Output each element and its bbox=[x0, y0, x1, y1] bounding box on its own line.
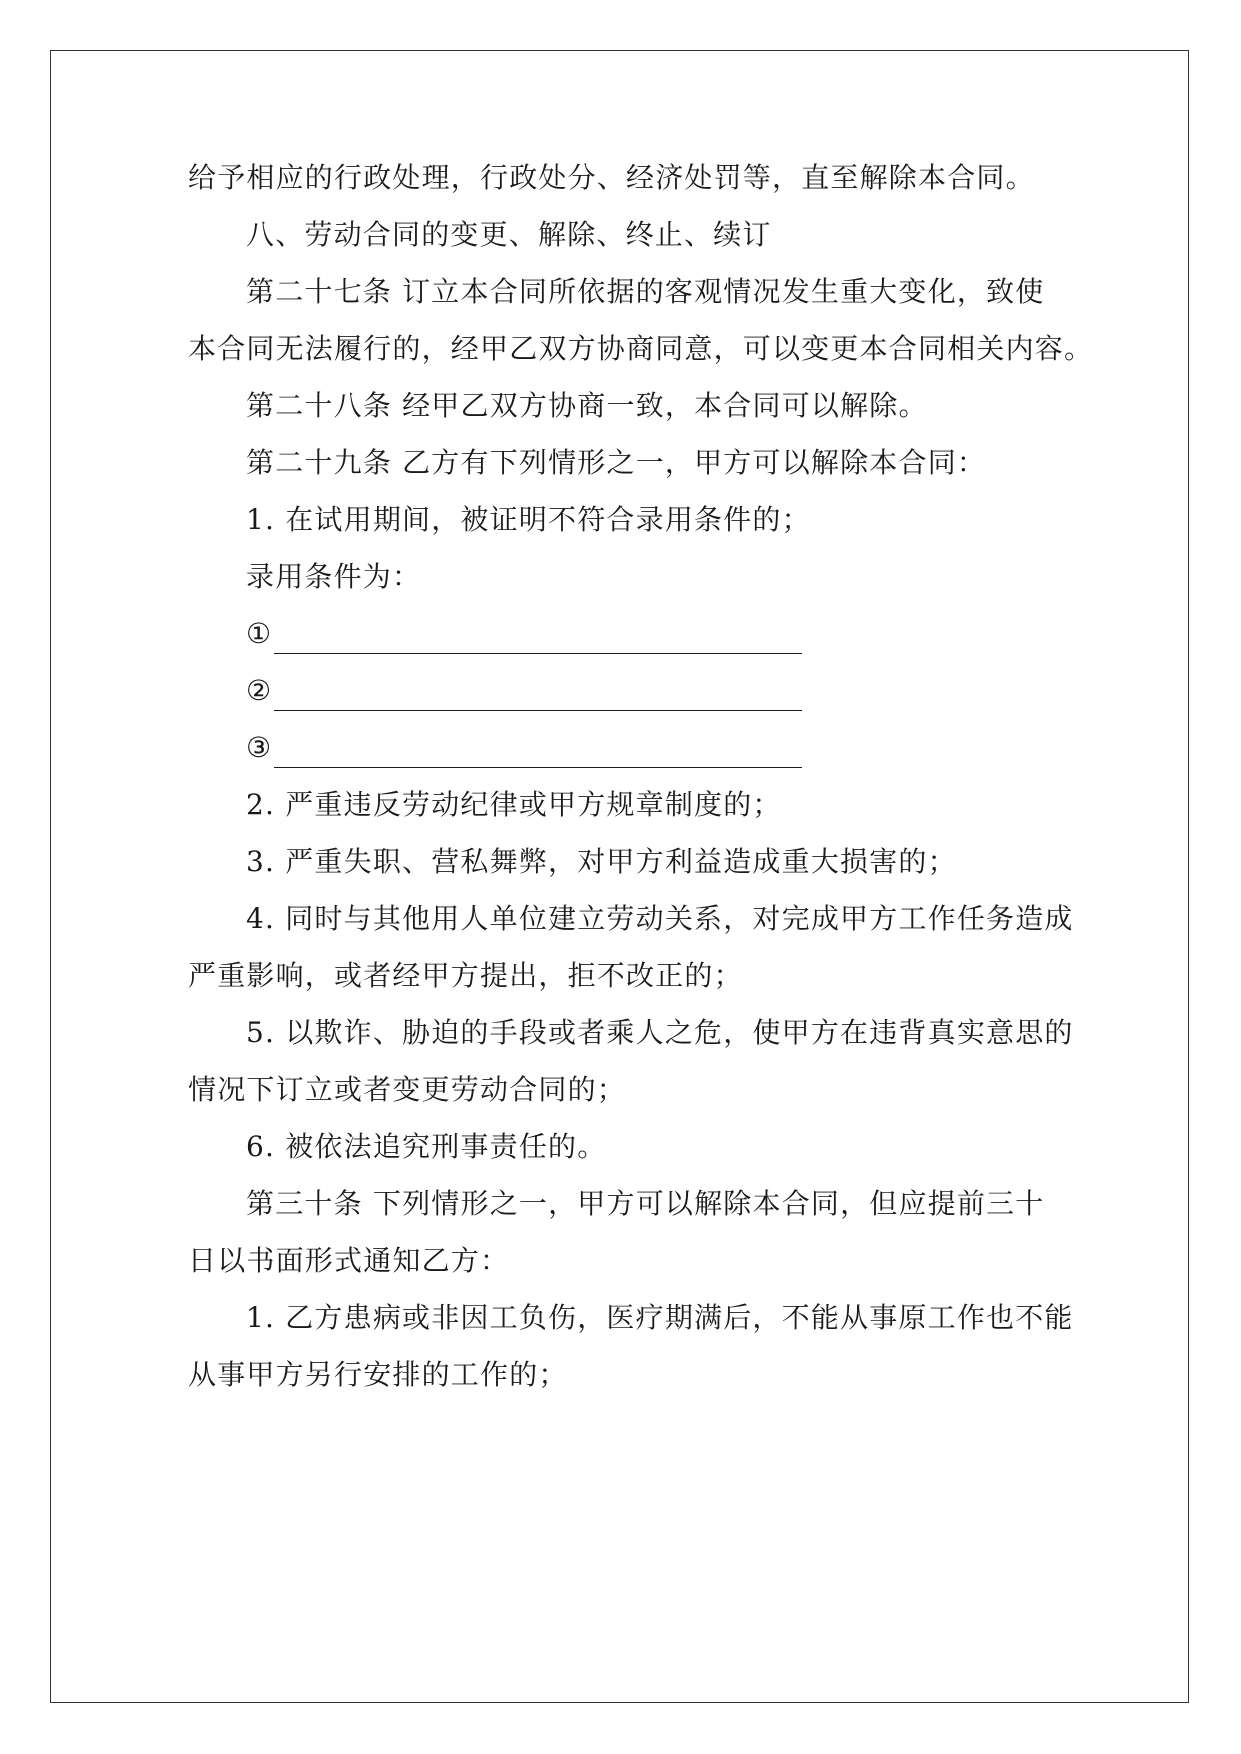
article-30-line-1: 第三十条 下列情形之一，甲方可以解除本合同，但应提前三十 bbox=[246, 1187, 1045, 1220]
fill-in-rule bbox=[274, 737, 802, 768]
fill-in-rule bbox=[274, 680, 802, 711]
article-30-item-1-line-2: 从事甲方另行安排的工作的； bbox=[188, 1358, 568, 1391]
list-item-4-line-1: 4. 同时与其他用人单位建立劳动关系，对完成甲方工作任务造成 bbox=[246, 902, 1074, 935]
list-item-1: 1. 在试用期间，被证明不符合录用条件的； bbox=[246, 503, 811, 536]
list-item-5-line-1: 5. 以欺诈、胁迫的手段或者乘人之危，使甲方在违背真实意思的 bbox=[246, 1016, 1074, 1049]
paragraph-line: 给予相应的行政处理，行政处分、经济处罚等，直至解除本合同。 bbox=[188, 161, 1035, 194]
article-30-item-1-line-1: 1. 乙方患病或非因工负伤，医疗期满后，不能从事原工作也不能 bbox=[246, 1301, 1074, 1334]
circled-number-1: ① bbox=[246, 617, 273, 650]
list-item-2: 2. 严重违反劳动纪律或甲方规章制度的； bbox=[246, 788, 782, 821]
article-30-line-2: 日以书面形式通知乙方： bbox=[188, 1244, 510, 1277]
blank-line-3[interactable] bbox=[246, 728, 1126, 768]
circled-number-3: ③ bbox=[246, 731, 273, 764]
article-29: 第二十九条 乙方有下列情形之一，甲方可以解除本合同： bbox=[246, 446, 987, 479]
list-item-3: 3. 严重失职、营私舞弊，对甲方利益造成重大损害的； bbox=[246, 845, 957, 878]
list-item-5-line-2: 情况下订立或者变更劳动合同的； bbox=[188, 1073, 627, 1106]
list-item-4-line-2: 严重影响，或者经甲方提出，拒不改正的； bbox=[188, 959, 743, 992]
list-item-6: 6. 被依法追究刑事责任的。 bbox=[246, 1130, 607, 1163]
article-27-line-2: 本合同无法履行的，经甲乙双方协商同意，可以变更本合同相关内容。 bbox=[188, 332, 1094, 365]
fill-in-rule bbox=[274, 623, 802, 654]
blank-line-1[interactable] bbox=[246, 614, 1126, 654]
blank-line-2[interactable] bbox=[246, 671, 1126, 711]
section-heading: 八、劳动合同的变更、解除、终止、续订 bbox=[246, 218, 772, 251]
circled-number-2: ② bbox=[246, 674, 273, 707]
article-28: 第二十八条 经甲乙双方协商一致，本合同可以解除。 bbox=[246, 389, 928, 422]
hiring-conditions-label: 录用条件为： bbox=[246, 560, 422, 593]
article-27-line-1: 第二十七条 订立本合同所依据的客观情况发生重大变化，致使 bbox=[246, 275, 1045, 308]
